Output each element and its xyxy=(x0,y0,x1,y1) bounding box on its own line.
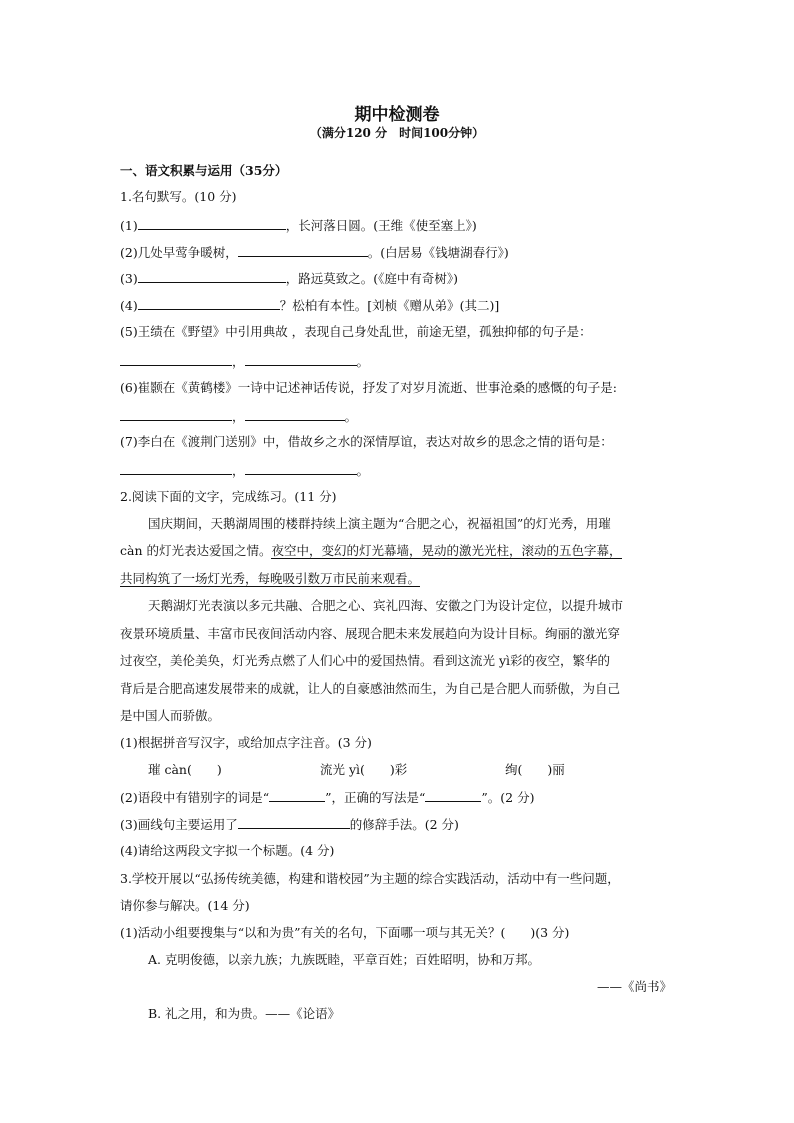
blank-end: 。 xyxy=(356,463,370,478)
q1-item-7-blanks xyxy=(120,462,369,479)
exam-subtitle: （满分120 分 时间100分钟） xyxy=(309,126,485,140)
q1-item-2-tail: 。(白居易《钱塘湖春行》) xyxy=(367,245,509,260)
q3-stem-line2: 请你参与解决。(14 分) xyxy=(120,898,250,913)
q1-item-5-blanks xyxy=(120,353,369,370)
q1-item-4 xyxy=(120,297,499,314)
passage-p1-line3 xyxy=(120,571,420,587)
q2-sub3-a: (3)画线句主要运用了 xyxy=(120,817,238,832)
q1-item-3 xyxy=(120,270,458,287)
q1-item-2-text: (2)几处早莺争暖树， xyxy=(120,245,238,260)
blank-sep: ， xyxy=(232,463,245,478)
answer-blank[interactable] xyxy=(245,408,345,421)
answer-blank[interactable] xyxy=(138,297,280,310)
answer-blank[interactable] xyxy=(120,462,232,475)
option-a: A. 克明俊德，以亲九族；九族既睦，平章百姓；百姓昭明，协和万邦。 xyxy=(148,952,540,967)
q1-item-4-num: (4) xyxy=(120,298,138,313)
answer-blank[interactable] xyxy=(138,270,286,283)
q2-sub1-a: 璀 càn( ) xyxy=(148,762,222,777)
q1-item-1-text: ，长河落日圆。(王维《使至塞上》) xyxy=(285,218,477,233)
q2-sub1-b: 流光 yì( )彩 xyxy=(320,762,408,777)
q1-item-7: (7)李白在《渡荆门送别》中，借故乡之水的深情厚谊，表达对故乡的思念之情的语句是： xyxy=(120,434,613,449)
q1-item-1-num: (1) xyxy=(120,218,138,233)
passage-p1-line2 xyxy=(120,543,622,559)
passage-p2-line4: 背后是合肥高速发展带来的成就，让人的自豪感油然而生，为自己是合肥人而骄傲，为自己 xyxy=(120,681,621,696)
q2-sub2-a: (2)语段中有错别字的词是“ xyxy=(120,790,270,805)
answer-blank[interactable] xyxy=(238,244,368,257)
option-b: B. 礼之用，和为贵。——《论语》 xyxy=(148,1006,341,1021)
q3-sub1: (1)活动小组要搜集与“以和为贵”有关的名句，下面哪一项与其无关？( )(3 分) xyxy=(120,925,570,940)
underlined-sentence: 共同构筑了一场灯光秀，每晚吸引数万市民前来观看。 xyxy=(120,571,421,586)
q1-item-3-num: (3) xyxy=(120,271,138,286)
q2-sub3 xyxy=(120,816,459,833)
exam-title: 期中检测卷 xyxy=(354,105,440,125)
q3-stem-line1: 3.学校开展以“弘扬传统美德，构建和谐校园”为主题的综合实践活动，活动中有一些问题， xyxy=(120,871,620,886)
q2-sub1-c: 绚( )丽 xyxy=(505,762,565,777)
q1-stem: 1.名句默写。(10 分) xyxy=(120,189,237,204)
answer-blank[interactable] xyxy=(269,789,325,802)
q1-item-1 xyxy=(120,217,477,234)
q1-item-6: (6)崔颢在《黄鹤楼》一诗中记述神话传说，抒发了对岁月流逝、世事沧桑的感慨的句子是: xyxy=(120,380,617,395)
q2-sub2 xyxy=(120,789,534,806)
q2-sub4: (4)请给这两段文字拟一个标题。(4 分) xyxy=(120,843,335,858)
answer-blank[interactable] xyxy=(425,789,481,802)
q1-item-4-text: ？松柏有本性。[刘桢《赠从弟》(其二)] xyxy=(279,298,500,313)
q2-sub2-c: ”。(2 分) xyxy=(481,790,535,805)
passage-p2-line3: 过夜空，美伦美奂，灯光秀点燃了人们心中的爱国热情。看到这流光 yì彩的夜空，繁华的 xyxy=(120,653,611,668)
underlined-sentence: 夜空中，变幻的灯光幕墙，晃动的激光光柱，滚动的五色字幕， xyxy=(271,543,622,558)
answer-blank[interactable] xyxy=(120,353,232,366)
q2-sub1: (1)根据拼音写汉字，或给加点字注音。(3 分) xyxy=(120,735,372,750)
answer-blank[interactable] xyxy=(245,462,357,475)
passage-p2-line1: 天鹅湖灯光表演以多元共融、合肥之心、宾礼四海、安徽之门为设计定位，以提升城市 xyxy=(148,598,624,613)
passage-p2-line2: 夜景环境质量、丰富市民夜间活动内容、展现合肥未来发展趋向为设计目标。绚丽的激光穿 xyxy=(120,626,621,641)
blank-end: 。 xyxy=(356,354,370,369)
q1-item-5: (5)王绩在《野望》中引用典故 ，表现自己身处乱世，前途无望，孤独抑郁的句子是： xyxy=(120,324,592,339)
q1-item-6-blanks xyxy=(120,408,357,425)
passage-p2-line5: 是中国人而骄傲。 xyxy=(120,708,221,723)
answer-blank[interactable] xyxy=(238,816,350,829)
passage-p1-line1: 国庆期间，天鹅湖周围的楼群持续上演主题为“合肥之心，祝福祖国”的灯光秀，用璀 xyxy=(148,516,611,531)
passage-plain: càn 的灯光表达爱国之情。 xyxy=(120,543,272,558)
q2-stem: 2.阅读下面的文字，完成练习。(11 分) xyxy=(120,489,337,504)
blank-sep: ， xyxy=(232,409,245,424)
section-heading: 一、语文积累与运用（35分） xyxy=(120,163,288,178)
q2-sub2-b: ”，正确的写法是“ xyxy=(325,790,426,805)
answer-blank[interactable] xyxy=(138,217,286,230)
answer-blank[interactable] xyxy=(120,408,232,421)
q1-item-3-text: ，路远莫致之。(《庭中有奇树》) xyxy=(285,271,458,286)
q2-sub3-b: 的修辞手法。(2 分) xyxy=(349,817,459,832)
option-a-source: ——《尚书》 xyxy=(596,979,672,994)
blank-sep: ， xyxy=(232,354,245,369)
answer-blank[interactable] xyxy=(245,353,357,366)
q1-item-2 xyxy=(120,244,509,261)
blank-end: 。 xyxy=(344,409,358,424)
